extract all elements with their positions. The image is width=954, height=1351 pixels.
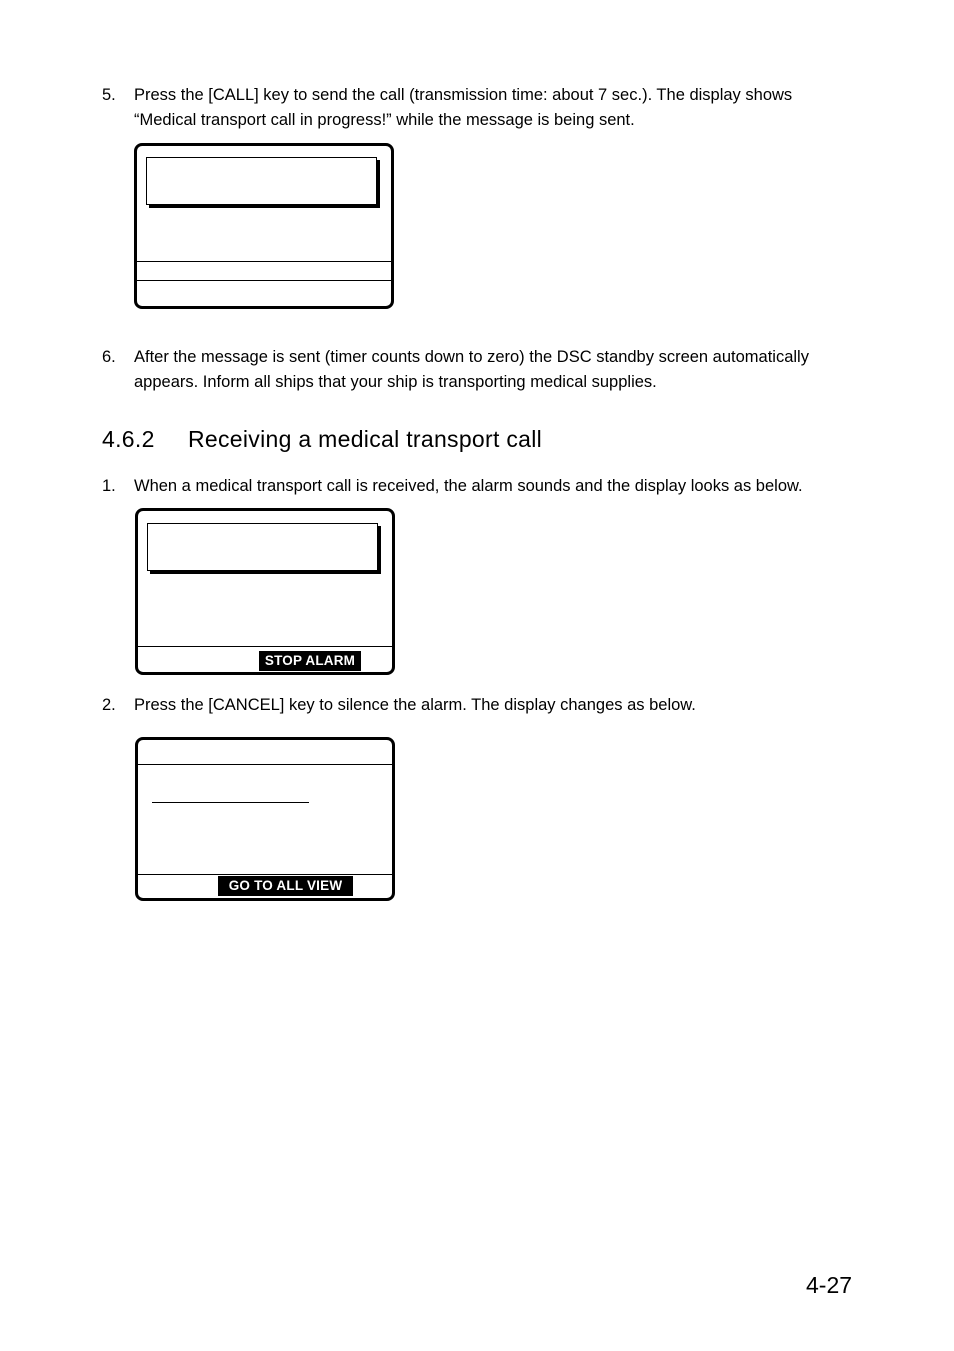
underline <box>152 802 309 803</box>
section-title: Receiving a medical transport call <box>188 426 543 452</box>
go-to-all-view-softkey[interactable]: GO TO ALL VIEW <box>218 876 353 896</box>
step-text <box>134 83 864 133</box>
divider <box>137 261 391 262</box>
title-divider <box>138 764 392 765</box>
step-line: appears. Inform all ships that your ship is transporting medical supplies. <box>134 373 657 391</box>
message-box-shadow <box>378 526 381 573</box>
divider <box>138 874 392 875</box>
divider <box>137 280 391 281</box>
page-number: 4-27 <box>806 1272 853 1298</box>
step-line: Press the [CALL] key to send the call (transmission time: about 7 sec.). The display shows <box>134 86 793 104</box>
step-line: “Medical transport call in progress!” while the message is being sent. <box>134 111 635 129</box>
message-box <box>147 523 378 571</box>
step-text <box>134 474 864 499</box>
divider <box>138 646 392 647</box>
step-number: 1. <box>102 477 116 495</box>
step-number: 6. <box>102 348 116 366</box>
step-text <box>134 345 864 395</box>
message-box-shadow <box>377 160 380 207</box>
lcd-display-message <box>135 737 395 901</box>
message-box-shadow <box>150 571 381 574</box>
step-line: After the message is sent (timer counts down to zero) the DSC standby screen automatically <box>134 348 809 366</box>
section-number: 4.6.2 <box>102 426 155 452</box>
step-text <box>134 693 864 718</box>
message-box-shadow <box>149 205 380 208</box>
message-box <box>146 157 377 205</box>
step-line: When a medical transport call is received, the alarm sounds and the display looks as below. <box>134 477 803 495</box>
stop-alarm-softkey[interactable]: STOP ALARM <box>259 651 361 671</box>
step-number: 2. <box>102 696 116 714</box>
lcd-display-transmitting <box>134 143 394 309</box>
step-line: Press the [CANCEL] key to silence the alarm. The display changes as below. <box>134 696 696 714</box>
step-number: 5. <box>102 86 116 104</box>
lcd-display-received <box>135 508 395 675</box>
section-heading <box>102 426 542 453</box>
